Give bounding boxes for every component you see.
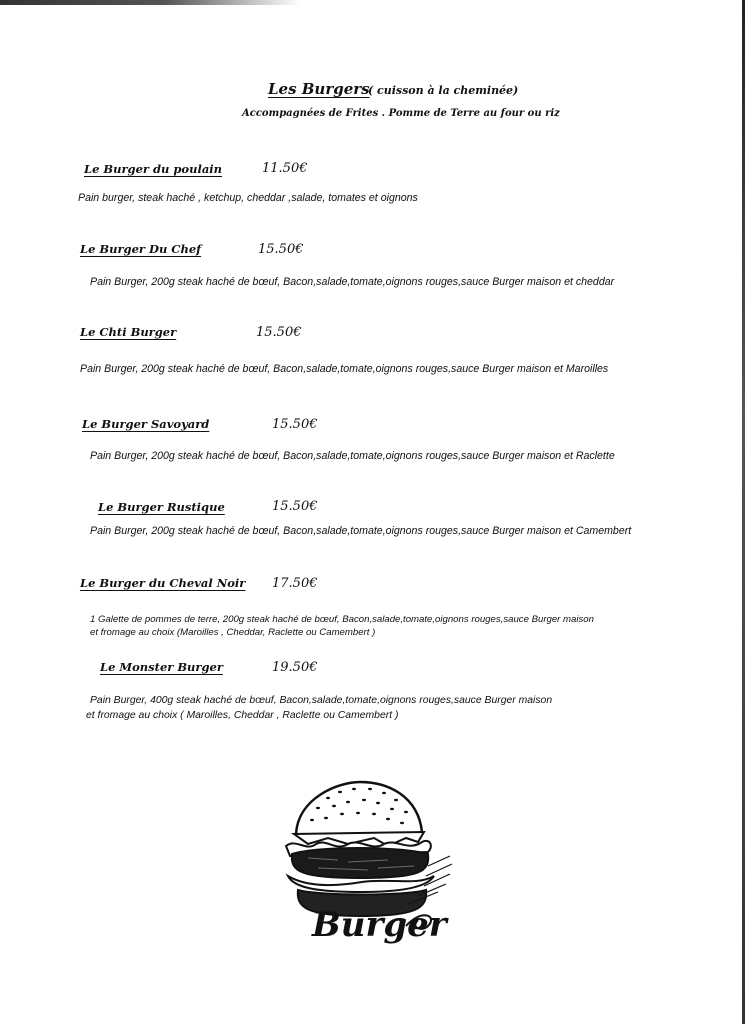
item-description-monster-burger bbox=[86, 693, 553, 723]
item-description-line: Pain Burger, 400g steak haché de bœuf, Bacon,salade,tomate,oignons rouges,sauce Burger maison bbox=[90, 695, 553, 706]
item-description-line: et fromage au choix ( Maroilles, Cheddar , Raclette ou Camembert ) bbox=[86, 710, 399, 721]
item-price-burger-du-cheval-noir: 17.50€ bbox=[272, 576, 318, 591]
burger-caption: Burger bbox=[312, 905, 447, 945]
item-name-burger-du-cheval-noir: Le Burger du Cheval Noir bbox=[80, 576, 246, 590]
item-description-line: et fromage au choix (Maroilles , Cheddar, Raclette ou Camembert ) bbox=[90, 627, 376, 638]
item-price-burger-rustique: 15.50€ bbox=[272, 499, 318, 514]
sides-note: Accompagnées de Frites . Pomme de Terre au four ou riz bbox=[242, 108, 560, 119]
item-description-burger-savoyard: Pain Burger, 200g steak haché de bœuf, Bacon,salade,tomate,oignons rouges,sauce Burger maison et Raclette bbox=[90, 450, 615, 462]
item-name-burger-rustique: Le Burger Rustique bbox=[98, 500, 225, 514]
item-name-burger-du-chef: Le Burger Du Chef bbox=[80, 242, 202, 256]
item-description-chti-burger: Pain Burger, 200g steak haché de bœuf, Bacon,salade,tomate,oignons rouges,sauce Burger maison et Maroilles bbox=[80, 363, 609, 375]
item-name-burger-savoyard: Le Burger Savoyard bbox=[82, 417, 210, 431]
item-description-burger-du-poulain: Pain burger, steak haché , ketchup, cheddar ,salade, tomates et oignons bbox=[78, 192, 418, 204]
item-name-burger-du-poulain: Le Burger du poulain bbox=[84, 162, 222, 176]
item-price-monster-burger: 19.50€ bbox=[272, 660, 318, 675]
item-price-burger-du-poulain: 11.50€ bbox=[262, 161, 308, 176]
item-description-line: 1 Galette de pommes de terre, 200g steak haché de bœuf, Bacon,salade,tomate,oignons rouges,sauce Burger maison bbox=[90, 614, 594, 625]
item-name-chti-burger: Le Chti Burger bbox=[80, 325, 177, 339]
burger-drawing-icon bbox=[278, 776, 458, 946]
item-description-burger-du-chef: Pain Burger, 200g steak haché de bœuf, Bacon,salade,tomate,oignons rouges,sauce Burger maison et cheddar bbox=[90, 276, 615, 288]
item-price-burger-savoyard: 15.50€ bbox=[272, 417, 318, 432]
scan-artifact-top bbox=[0, 0, 300, 5]
item-name-monster-burger: Le Monster Burger bbox=[100, 660, 223, 674]
item-description-burger-du-cheval-noir bbox=[90, 613, 594, 639]
cooking-note: ( cuisson à la cheminée) bbox=[368, 84, 519, 97]
burger-illustration bbox=[278, 776, 458, 946]
item-price-chti-burger: 15.50€ bbox=[256, 325, 302, 340]
item-price-burger-du-chef: 15.50€ bbox=[258, 242, 304, 257]
item-description-burger-rustique: Pain Burger, 200g steak haché de bœuf, Bacon,salade,tomate,oignons rouges,sauce Burger maison et Camembert bbox=[90, 525, 632, 537]
menu-title: Les Burgers bbox=[268, 80, 370, 98]
